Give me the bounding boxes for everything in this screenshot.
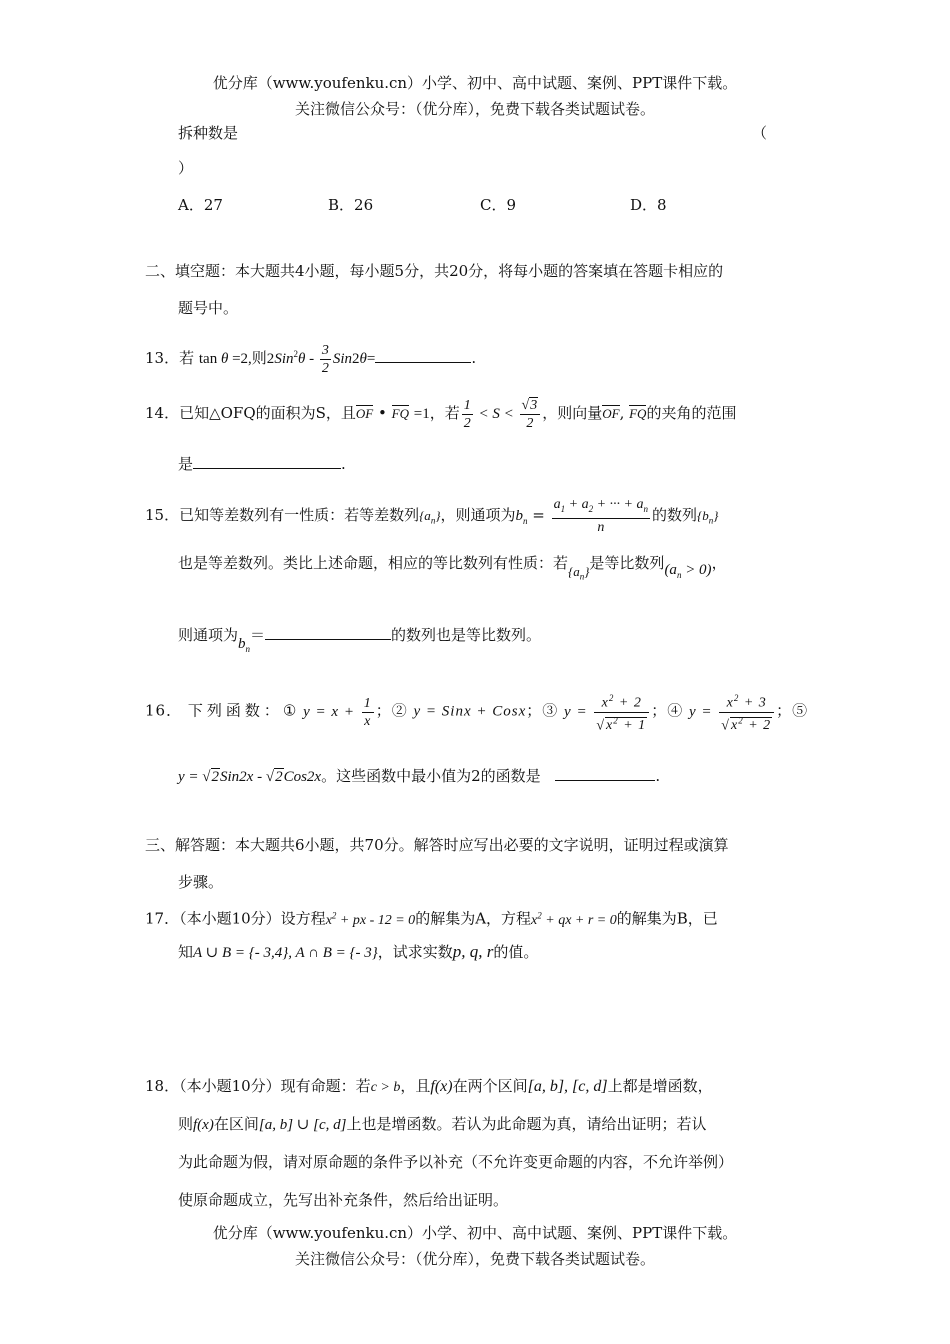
q18-a: ，且 xyxy=(400,1077,431,1095)
q18-fx-2: f(x) xyxy=(193,1117,214,1133)
q16-mark-5: ⑤ xyxy=(792,701,809,720)
q15 xyxy=(145,496,718,539)
q15-post: 的数列 xyxy=(652,505,698,524)
q16-mark-3: ③ xyxy=(542,701,559,720)
q16-func-5: y = √2Sin2x - √2Cos2x xyxy=(178,769,322,785)
q18-fx: f(x) xyxy=(430,1078,453,1095)
q16-line2-post: 。这些函数中最小值为2的函数是 xyxy=(321,767,541,785)
q12-tail-text: 拆种数是 xyxy=(178,124,239,142)
q15-line3-eq: ＝ xyxy=(250,626,266,644)
q16-sep-3: ； xyxy=(651,701,668,720)
q18-line2-mid: 在区间 xyxy=(213,1115,259,1133)
q18-c: 上都是增函数， xyxy=(607,1077,713,1095)
q16-line2 xyxy=(178,764,660,789)
q15-mid: ，则通项为 xyxy=(440,505,516,524)
q14-number: 14． xyxy=(145,404,180,422)
q16-tail: . xyxy=(655,767,661,785)
q12-option-a: A．27 xyxy=(178,196,223,214)
header-line-1: 优分库（www.youfenku.cn）小学、初中、高中试题、案例、PPT课件下载。 xyxy=(212,74,738,92)
q16-answer-blank xyxy=(555,766,655,781)
q17 xyxy=(145,903,718,933)
q14-dot-product: OF • FQ =1 xyxy=(355,404,430,422)
footer-line-2: 关注微信公众号：（优分库），免费下载各类试题试卷。 xyxy=(294,1250,655,1268)
q12-option-d: D．8 xyxy=(630,196,667,214)
header-line-2: 关注微信公众号：（优分库），免费下载各类试题试卷。 xyxy=(294,100,655,118)
q18-number: 18． xyxy=(145,1077,180,1095)
q16 xyxy=(145,690,808,734)
q17-eq-1: $x^2$ + px - 12 = 0 xyxy=(325,910,416,928)
footer-line-1: 优分库（www.youfenku.cn）小学、初中、高中试题、案例、PPT课件下载。 xyxy=(212,1224,738,1242)
q15-line3-text: 则通项为 xyxy=(178,626,239,644)
q16-func-2: y = Sinx + Cosx xyxy=(413,703,527,720)
q17-post: 的解集为B，已 xyxy=(616,909,718,928)
q14-pre: 已知△OFQ的面积为S，且 xyxy=(179,404,356,422)
q17-variables: p, q, r xyxy=(452,942,494,961)
q15-line2 xyxy=(178,548,727,584)
q14-tail: . xyxy=(341,455,346,473)
q14-vectors: OF, FQ xyxy=(602,404,647,422)
q13 xyxy=(145,336,476,377)
section2-title-cont: 题号中。 xyxy=(178,299,239,317)
q18-head: （本小题10分）现有命题：若 xyxy=(179,1077,371,1095)
q15-line3 xyxy=(178,620,541,656)
q16-func-1: y = x + $\frac{1}{x}$ xyxy=(303,695,372,729)
q16-func-3: y = $\frac{x^2 + 2}{√x^2 + 1}$ xyxy=(564,704,651,720)
q15-line2-mid: 是等比数列 xyxy=(589,554,665,572)
q14-mid1: ，若 xyxy=(429,404,460,422)
q15-an-positive: $(a_n > 0)$ xyxy=(664,562,712,580)
q15-line2-text: 也是等差数列。类比上述命题，相应的等比数列有性质：若 xyxy=(178,554,569,572)
q14-line2 xyxy=(178,452,346,476)
q12-option-c: C．9 xyxy=(480,196,517,214)
q12-paren-open: （ xyxy=(752,124,768,142)
q14 xyxy=(145,395,736,432)
q15-bn-formula: $b_n$ = $\frac{a_1 + a_2 + \cdot\cdot\cdot + a_n}{n}$ xyxy=(515,497,648,535)
q18-line2-post: 上也是增函数。若认为此命题为真，请给出证明；若认 xyxy=(346,1115,707,1133)
q17-set-conditions: A ∪ B = {- 3,4}, A ∩ B = {- 3} xyxy=(193,945,378,961)
q14-post: 的夹角的范围 xyxy=(646,404,737,422)
q18-cond-cb: c > b xyxy=(370,1080,401,1095)
q15-line3-post: 的数列也是等比数列。 xyxy=(391,626,542,644)
q12-paren-close: ） xyxy=(178,159,194,177)
q15-bn: $\{b_n\}$ xyxy=(697,507,719,526)
q15-an: $\{a_n\}$ xyxy=(419,507,441,526)
q18-b: 在两个区间 xyxy=(452,1077,528,1095)
section3-title-cont: 步骤。 xyxy=(178,873,224,891)
q15-an-geo: $\{a_n\}$ xyxy=(568,564,590,582)
q17-line2-post: ，试求实数 xyxy=(377,943,453,961)
q17-line2-pre: 知 xyxy=(178,943,194,961)
q14-inequality: $\frac{1}{2}$ < S < $\frac{√3}{2}$ xyxy=(460,404,542,422)
q18-line3: 为此命题为假，请对原命题的条件予以补充（不允许变更命题的内容，不允许举例） xyxy=(178,1153,734,1171)
q18-intervals: [a, b], [c, d] xyxy=(527,1078,608,1095)
q16-func-4: y = $\frac{x^2 + 3}{√x^2 + 2}$ xyxy=(689,704,776,720)
q14-line2-text: 是 xyxy=(178,455,194,473)
q17-mid: 的解集为A，方程 xyxy=(415,909,532,928)
q18-line2-pre: 则 xyxy=(178,1115,194,1133)
q16-sep-2: ； xyxy=(526,701,543,720)
section3-title: 三、解答题：本大题共6小题，共70分。解答时应写出必要的文字说明，证明过程或演算 xyxy=(145,836,729,854)
q17-head: （本小题10分）设方程 xyxy=(179,909,326,928)
q12-option-b: B．26 xyxy=(328,196,374,214)
q17-eq-2: $x^2$ + qx + r = 0 xyxy=(531,910,617,928)
q16-sep-1: ； xyxy=(375,701,392,720)
q13-answer-blank xyxy=(375,348,471,363)
q17-line2 xyxy=(178,940,538,965)
q13-number: 13． xyxy=(145,349,180,367)
q18 xyxy=(145,1074,713,1100)
q18-union-interval: [a, b] ∪ [c, d] xyxy=(258,1117,347,1133)
q13-pre: 若 xyxy=(179,349,195,367)
q15-answer-blank xyxy=(265,625,391,640)
q16-number: 16． xyxy=(145,701,183,720)
section2-title: 二、填空题：本大题共4小题，每小题5分，共20分，将每小题的答案填在答题卡相应的 xyxy=(145,262,724,280)
q17-line2-end: 的值。 xyxy=(493,943,539,961)
q14-answer-blank xyxy=(193,454,341,469)
q16-mark-2: ② xyxy=(391,701,408,720)
q18-line4: 使原命题成立，先写出补充条件，然后给出证明。 xyxy=(178,1191,509,1209)
q13-formula: tan θ =2,则2Sin$^2$θ - $\frac{3}{2}$ Sin2θ= xyxy=(198,343,376,377)
q15-bn-symbol: $b_n$ xyxy=(238,636,251,654)
q15-number: 15． xyxy=(145,505,180,524)
q16-sep-4: ； xyxy=(776,701,793,720)
q16-mark-4: ④ xyxy=(667,701,684,720)
q14-mid2: ，则向量 xyxy=(542,404,603,422)
q15-line2-end: ， xyxy=(711,554,727,572)
q17-number: 17． xyxy=(145,909,180,928)
q13-tail: . xyxy=(471,349,477,367)
q15-pre: 已知等差数列有一性质：若等差数列 xyxy=(179,505,420,524)
q16-label: 下列函数： xyxy=(187,701,283,720)
q16-mark-1: ① xyxy=(282,701,298,720)
q18-line2 xyxy=(178,1112,706,1137)
